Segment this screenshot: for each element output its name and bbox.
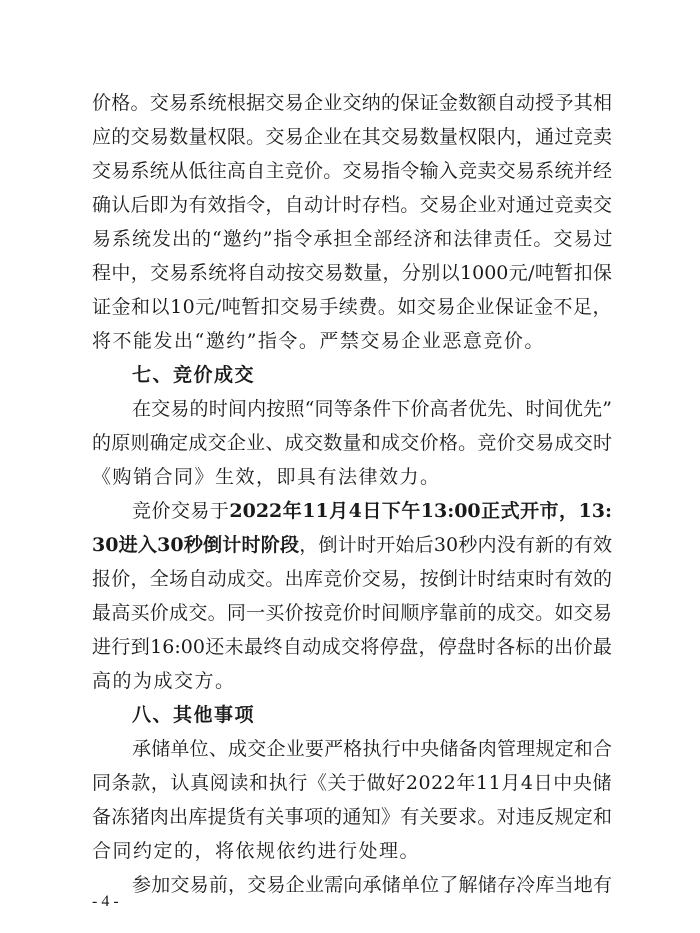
section-heading-8: 八、其他事项	[132, 704, 256, 726]
text-line: 承储单位、成交企业要严格执行中央储备肉管理规定和合	[132, 738, 612, 760]
bold-text-run: 30进入30秒倒计时阶段	[92, 534, 300, 556]
text-line: 价格。交易系统根据交易企业交纳的保证金数额自动授予其相	[92, 92, 612, 114]
text-run: ，倒计时开始后30秒内没有新的有效	[299, 534, 612, 556]
text-line: 在交易的时间内按照“同等条件下价高者优先、时间优先”	[132, 398, 612, 420]
page-number: - 4 -	[92, 893, 119, 910]
text-line: 程中，交易系统将自动按交易数量，分别以1000元/吨暂扣保	[92, 262, 612, 284]
text-line: 的原则确定成交企业、成交数量和成交价格。竞价交易成交时	[92, 432, 612, 454]
text-line: 证金和以10元/吨暂扣交易手续费。如交易企业保证金不足，	[92, 296, 612, 318]
text-line: 进行到16:00还未最终自动成交将停盘，停盘时各标的出价最	[92, 636, 612, 658]
text-line: 报价，全场自动成交。出库竞价交易，按倒计时结束时有效的	[92, 568, 612, 590]
section-heading-7: 七、竞价成交	[132, 364, 256, 386]
bold-text-run: 2022年11月4日下午13:00正式开市，13:	[229, 500, 612, 522]
document-body	[92, 86, 612, 902]
text-run: 竞价交易于	[132, 500, 230, 522]
text-line: 备冻猪肉出库提货有关事项的通知》有关要求。对违反规定和	[92, 806, 612, 828]
text-line: 确认后即为有效指令，自动计时存档。交易企业对通过竞卖交	[92, 194, 612, 216]
text-line: 同条款，认真阅读和执行《关于做好2022年11月4日中央储	[92, 772, 612, 794]
text-line	[92, 528, 612, 562]
text-line: 将不能发出“邀约”指令。严禁交易企业恶意竞价。	[92, 330, 545, 352]
text-line: 高的为成交方。	[92, 670, 236, 692]
text-line: 应的交易数量权限。交易企业在其交易数量权限内，通过竞卖	[92, 126, 612, 148]
text-line: 《购销合同》生效，即具有法律效力。	[92, 466, 441, 488]
text-line: 最高买价成交。同一买价按竞价时间顺序靠前的成交。如交易	[92, 602, 612, 624]
text-line: 参加交易前，交易企业需向承储单位了解储存冷库当地有	[132, 874, 612, 896]
text-line: 合同约定的，将依规依约进行处理。	[92, 840, 421, 862]
text-line: 交易系统从低往高自主竞价。交易指令输入竞卖交易系统并经	[92, 160, 612, 182]
text-line	[92, 494, 612, 528]
text-line: 易系统发出的“邀约”指令承担全部经济和法律责任。交易过	[92, 228, 614, 250]
